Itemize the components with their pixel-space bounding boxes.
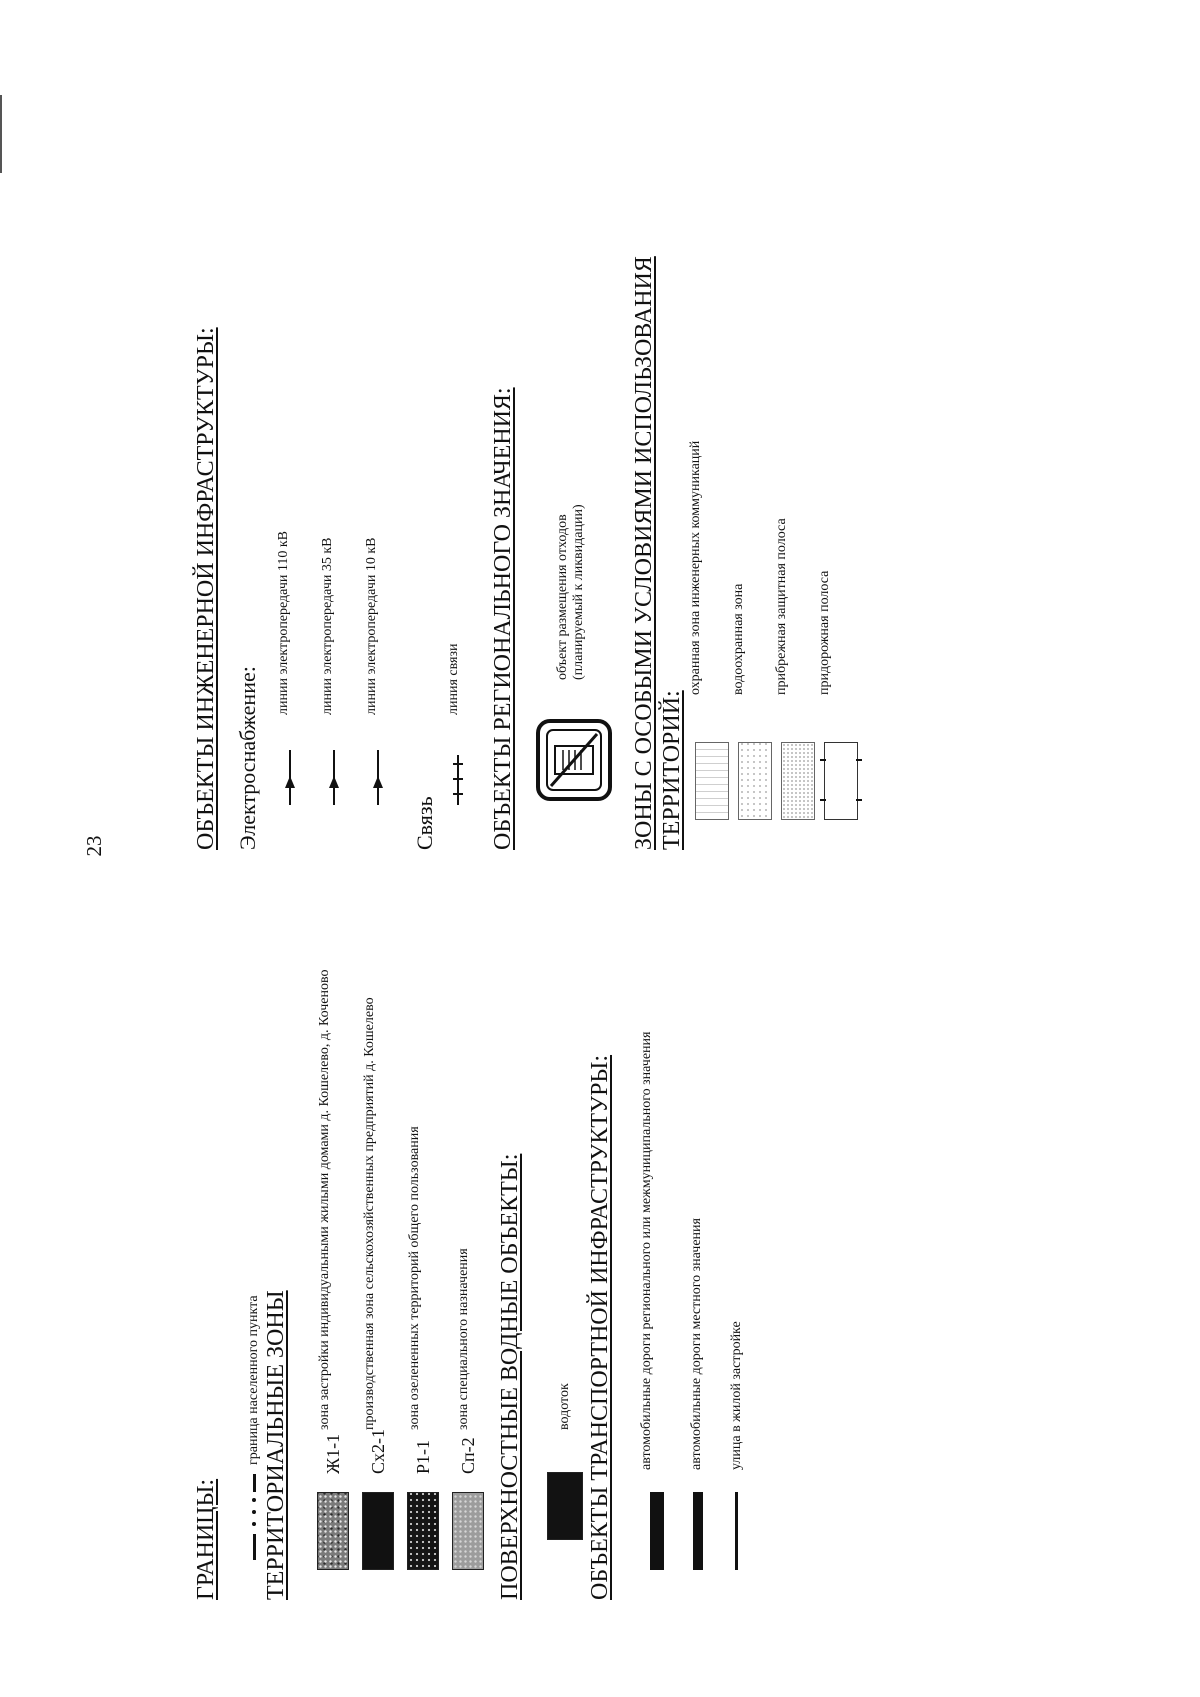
waste-site-label-line1: объект размещения отходов: [555, 514, 570, 680]
zone-row-sx2-1: [358, 900, 398, 1600]
water-protection-zone-label: водоохранная зона: [731, 583, 746, 695]
water-protection-zone-swatch: [738, 742, 772, 820]
water-objects-heading: ПОВЕРХНОСТНЫЕ ВОДНЫЕ ОБЪЕКТЫ:: [497, 1153, 523, 1600]
zone-label: зона застройки индивидуальными жилыми домами д. Кошелево, д. Коченово: [317, 969, 332, 1430]
street-label: улица в жилой застройке: [729, 1321, 744, 1470]
street-symbol: [735, 1492, 738, 1570]
zone-label: зона специального назначения: [456, 1248, 471, 1430]
special-zones-heading-line2: ТЕРРИТОРИЙ:: [659, 690, 685, 850]
zone-label: зона озелененных территорий общего пользования: [407, 1126, 422, 1430]
watercourse-label: водоток: [557, 1383, 572, 1430]
transport-heading: ОБЪЕКТЫ ТРАНСПОРТНОЙ ИНФРАСТРУКТУРЫ:: [587, 1054, 613, 1600]
engineering-heading: ОБЪЕКТЫ ИНЖЕНЕРНОЙ ИНФРАСТРУКТУРЫ:: [193, 327, 219, 850]
waste-site-label-line2: (планируемый к ликвидации): [571, 504, 586, 680]
territorial-zones-heading: ТЕРРИТОРИАЛЬНЫЕ ЗОНЫ: [263, 1290, 289, 1600]
power-supply-heading: Электроснабжение:: [235, 666, 260, 850]
regional-road-label: автомобильные дороги регионального или межмуниципального значения: [639, 1031, 654, 1470]
watercourse-swatch: [547, 1472, 583, 1540]
local-road-label: автомобильные дороги местного значения: [689, 1218, 704, 1470]
roadside-strip-swatch: [824, 742, 858, 820]
settlement-boundary-label: граница населенного пункта: [246, 1295, 261, 1465]
page-number: 23: [82, 835, 106, 857]
engineering-protection-zone-label: охранная зона инженерных коммуникаций: [688, 440, 703, 695]
zone-code: Сх2-1: [368, 1429, 388, 1474]
communication-heading: Связь: [412, 796, 437, 850]
power-line-110-label: линии электропередачи 110 кВ: [276, 531, 291, 715]
zone-swatch-sx2-1: [362, 1492, 394, 1570]
zone-code: Ж1-1: [323, 1433, 343, 1474]
power-line-35-label: линии электропередачи 35 кВ: [320, 537, 335, 715]
zone-row-zh1-1: [313, 900, 353, 1600]
regional-objects-heading: ОБЪЕКТЫ РЕГИОНАЛЬНОГО ЗНАЧЕНИЯ:: [490, 387, 516, 850]
zone-label: производственная зона сельскохозяйственных предприятий д. Кошелево: [362, 997, 377, 1430]
legend-sheet: [175, 130, 1015, 1600]
power-line-35-symbol: [327, 730, 341, 850]
communication-line-label: линия связи: [446, 643, 461, 715]
power-line-110-symbol: [283, 730, 297, 850]
zone-row-r1-1: [403, 900, 443, 1600]
zone-swatch-r1-1: [407, 1492, 439, 1570]
communication-line-symbol: [451, 730, 465, 850]
page-edge-mark: [0, 95, 2, 173]
power-line-10-label: линии электропередачи 10 кВ: [364, 537, 379, 715]
power-line-10-symbol: [371, 730, 385, 850]
coastal-strip-label: прибрежная защитная полоса: [774, 518, 789, 695]
coastal-strip-swatch: [781, 742, 815, 820]
boundaries-heading: ГРАНИЦЫ:: [193, 1478, 219, 1600]
special-zones-heading-line1: ЗОНЫ С ОСОБЫМИ УСЛОВИЯМИ ИСПОЛЬЗОВАНИЯ: [631, 256, 657, 850]
waste-site-icon: [535, 718, 613, 802]
zone-swatch-sp-2: [452, 1492, 484, 1570]
zone-row-sp-2: [448, 900, 488, 1600]
regional-road-symbol: [650, 1492, 664, 1570]
zone-code: Р1-1: [413, 1439, 433, 1474]
zone-swatch-zh1-1: [317, 1492, 349, 1570]
zone-code: Сп-2: [458, 1437, 478, 1474]
roadside-strip-label: придорожная полоса: [817, 570, 832, 695]
engineering-protection-zone-swatch: [695, 742, 729, 820]
local-road-symbol: [693, 1492, 703, 1570]
